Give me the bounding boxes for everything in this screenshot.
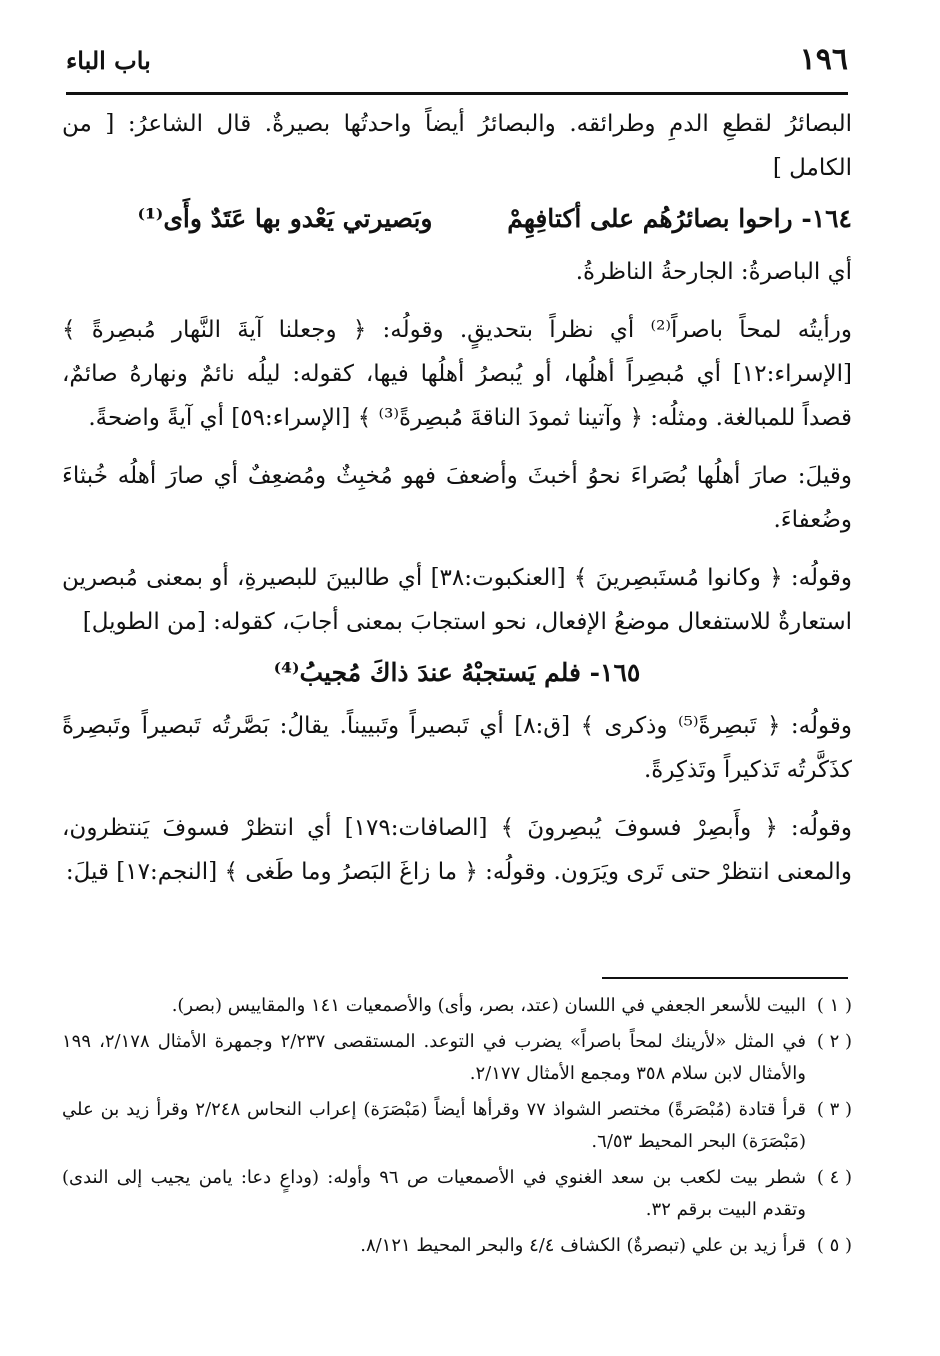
verse-164 — [62, 194, 852, 244]
footnote — [62, 1094, 852, 1158]
paragraph-7: وقولُه: ﴿ وأَبصِرْ فسوفَ يُبصِرونَ ﴾ [الصافات:١٧٩] أي انتظرْ فسوفَ يَنتظرون، والمعنى انتظرْ حتى تَرى ويَرَون. وقولُه: ﴿ ما زاغَ البَصرُ وما طَغى ﴾ [النجم:١٧] قيلَ: — [62, 815, 852, 885]
footnote-number: ( ١ ) — [816, 995, 852, 1016]
paragraph-3: ورأيتُه لمحاً باصراً⁽²⁾ أي نظراً بتحديقٍ. وقولُه: ﴿ وجعلنا آيةَ النَّهار مُبصِرةً ﴾ [الإسراء:١٢] أي مُبصِراً أهلُها، أو يُبصرُ أهلُها فيها، كقوله: ليلُه نائمٌ ونهارهُ صائمٌ، قصداً للمبالغة. ومثلُه: ﴿ وآتينا ثمودَ الناقةَ مُبصِرةً⁽³⁾ ﴾ [الإسراء:٥٩] أي آيةً واضحةً. — [62, 317, 852, 431]
footnote-number: ( ٣ ) — [816, 1099, 852, 1120]
footnote-text: في المثل «لأرينك لمحاً باصراً» يضرب في التوعد. المستقصى ٢/٢٣٧ وجمهرة الأمثال ٢/١٧٨، ١٩٩ والأمثال لابن سلام ٣٥٨ ومجمع الأمثال ٢/١٧٧. — [62, 1031, 807, 1084]
page-header — [66, 38, 848, 95]
verse-165: ١٦٥- فلم يَستجبْهُ عندَ ذاكَ مُجيبُ⁽⁴⁾ — [273, 658, 641, 687]
main-text — [62, 102, 852, 894]
footnote-text: شطر بيت لكعب بن سعد الغنوي في الأصمعيات ص ٩٦ وأوله: (وداعٍ دعا: يامن يجيب إلى الندى) وتقدم البيت برقم ٣٢. — [62, 1167, 806, 1220]
footnote-text: قرأ زيد بن علي (تبصرةٌ) الكشاف ٤/٤ والبحر المحيط ٨/١٢١. — [360, 1235, 806, 1256]
footnote-number: ( ٢ ) — [816, 1031, 853, 1052]
paragraph-5: وقولُه: ﴿ وكانوا مُستَبصِرينَ ﴾ [العنكبوت:٣٨] أي طالبينَ للبصيرةِ، أو بمعنى مُبصرين استعارةٌ للاستفعال موضعُ الإفعال، نحو استجابَ بمعنى أجابَ، كقوله: [من الطويل] — [62, 565, 852, 635]
page-number: ١٩٦ — [799, 42, 848, 77]
verse-164-second-hemistich: وبَصيرتي يَعْدو بها عَتَدٌ وأَى⁽¹⁾ — [137, 204, 433, 233]
footnote — [62, 1162, 852, 1226]
footnote — [62, 1026, 852, 1090]
footnotes — [62, 990, 852, 1266]
footnote — [62, 990, 852, 1022]
footnote — [62, 1230, 852, 1262]
footnote-number: ( ٤ ) — [816, 1167, 852, 1188]
verse-164-first-hemistich: ١٦٤- راحوا بصائرُهُم على أكتافِهِمْ — [507, 204, 852, 233]
paragraph-6: وقولُه: ﴿ تَبصِرةً⁽⁵⁾ وذكرى ﴾ [ق:٨] أي تَبصيراً وتَبييناً. يقالُ: بَصَّرتُه تَبصيراً وتَبصِرةً كذَكَّرتُه تَذكيراً وتَذكِرةً. — [62, 713, 852, 783]
footnote-number: ( ٥ ) — [816, 1235, 852, 1256]
footnote-text: البيت للأسعر الجعفي في اللسان (عتد، بصر، وأى) والأصمعيات ١٤١ والمقاييس (بصر). — [171, 995, 806, 1016]
paragraph-4: وقيلَ: صارَ أهلُها بُصَراءَ نحوُ أخبثَ وأضعفَ فهو مُخبِثٌ ومُضعِفٌ أي صارَ أهلُه خُبثاءَ وضُعفاءَ. — [62, 463, 852, 533]
footnote-divider — [602, 977, 848, 979]
paragraph-1: البصائرُ لقطعِ الدمِ وطرائقه. والبصائرُ أيضاً واحدتُها بصيرةٌ. قال الشاعرُ: [ من الكامل ] — [62, 111, 852, 181]
paragraph-2: أي الباصرةُ: الجارحةُ الناظرةُ. — [575, 259, 852, 285]
footnote-text: قرأ قتادة (مُبْصَرةً) مختصر الشواذ ٧٧ وقرأها أيضاً (مَبْصَرَة) إعراب النحاس ٢/٢٤٨ وقرأ زيد بن علي (مَبْصَرَة) البحر المحيط ٦/٥٣. — [62, 1099, 806, 1152]
chapter-title: باب الباء — [66, 46, 151, 75]
